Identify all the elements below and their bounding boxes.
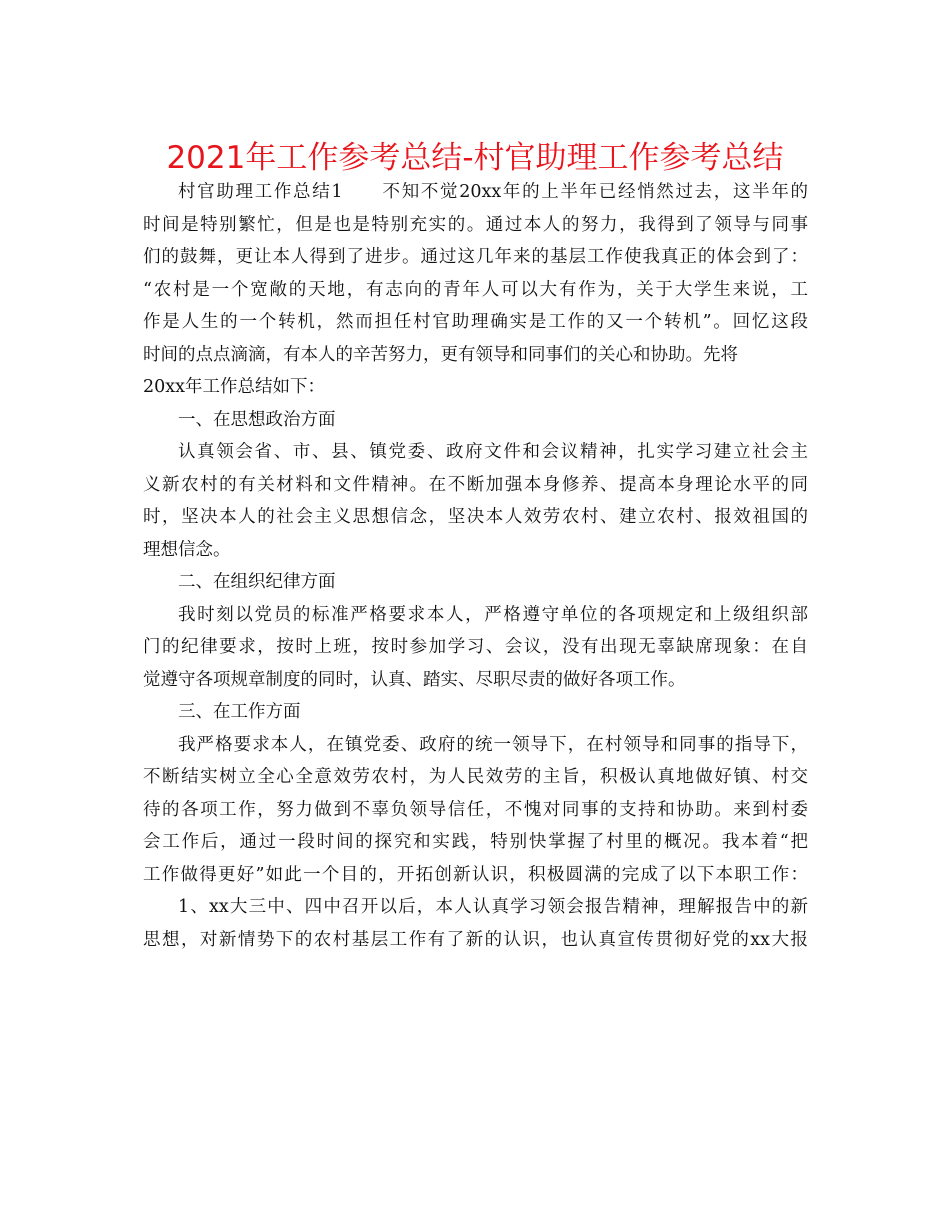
paragraph-line: 时间是特别繁忙，但是也是特别充实的。通过本人的努力，我得到了领导与同事 (143, 214, 808, 235)
paragraph-line: 村官助理工作总结1 不知不觉20xx年的上半年已经悄然过去，这半年的 (178, 182, 808, 202)
paragraph-line: 理想信念。 (143, 539, 231, 560)
document-body (143, 176, 808, 956)
paragraph-line: “农村是一个宽敞的天地，有志向的青年人可以大有作为，关于大学生来说，工 (143, 279, 808, 300)
section-heading: 三、在工作方面 (178, 702, 301, 722)
paragraph-line: 工作做得更好”如此一个目的，开拓创新认识，积极圆满的完成了以下本职工作： (143, 864, 808, 885)
document-title: 2021年工作参考总结-村官助理工作参考总结 (166, 140, 784, 176)
paragraph-line: 作是人生的一个转机，然而担任村官助理确实是工作的又一个转机”。回忆这段 (143, 312, 808, 332)
paragraph-line: 1、xx大三中、四中召开以后，本人认真学习领会报告精神，理解报告中的新 (178, 897, 808, 917)
paragraph-line: 会工作后，通过一段时间的探究和实践，特别快掌握了村里的概况。我本着“把 (143, 832, 808, 852)
paragraph-line: 时间的点点滴滴，有本人的辛苦努力，更有领导和同事们的关心和协助。先将 (143, 344, 738, 365)
section-heading: 二、在组织纪律方面 (178, 572, 336, 592)
paragraph-line: 我时刻以党员的标准严格要求本人，严格遵守单位的各项规定和上级组织部 (178, 604, 808, 625)
paragraph-line: 我严格要求本人，在镇党委、政府的统一领导下，在村领导和同事的指导下， (178, 734, 808, 755)
paragraph-line: 义新农村的有关材料和文件精神。在不断加强本身修养、提高本身理论水平的同 (143, 474, 808, 495)
paragraph-line: 20xx年工作总结如下： (143, 377, 326, 397)
section-heading: 一、在思想政治方面 (178, 409, 336, 430)
paragraph-line: 认真领会省、市、县、镇党委、政府文件和会议精神，扎实学习建立社会主 (178, 442, 808, 462)
paragraph-line: 觉遵守各项规章制度的同时，认真、踏实、尽职尽责的做好各项工作。 (143, 669, 686, 690)
paragraph-line: 不断结实树立全心全意效劳农村，为人民效劳的主旨，积极认真地做好镇、村交 (143, 767, 808, 787)
paragraph-line: 门的纪律要求，按时上班，按时参加学习、会议，没有出现无辜缺席现象：在自 (143, 637, 808, 657)
paragraph-line: 时，坚决本人的社会主义思想信念，坚决本人效劳农村、建立农村、报效祖国的 (143, 507, 808, 527)
paragraph-line: 思想，对新情势下的农村基层工作有了新的认识，也认真宣传贯彻好党的xx大报 (143, 929, 808, 950)
paragraph-line: 们的鼓舞，更让本人得到了进步。通过这几年来的基层工作使我真正的体会到了： (143, 247, 808, 267)
paragraph-line: 待的各项工作，努力做到不辜负领导信任，不愧对同事的支持和协助。来到村委 (143, 799, 808, 820)
